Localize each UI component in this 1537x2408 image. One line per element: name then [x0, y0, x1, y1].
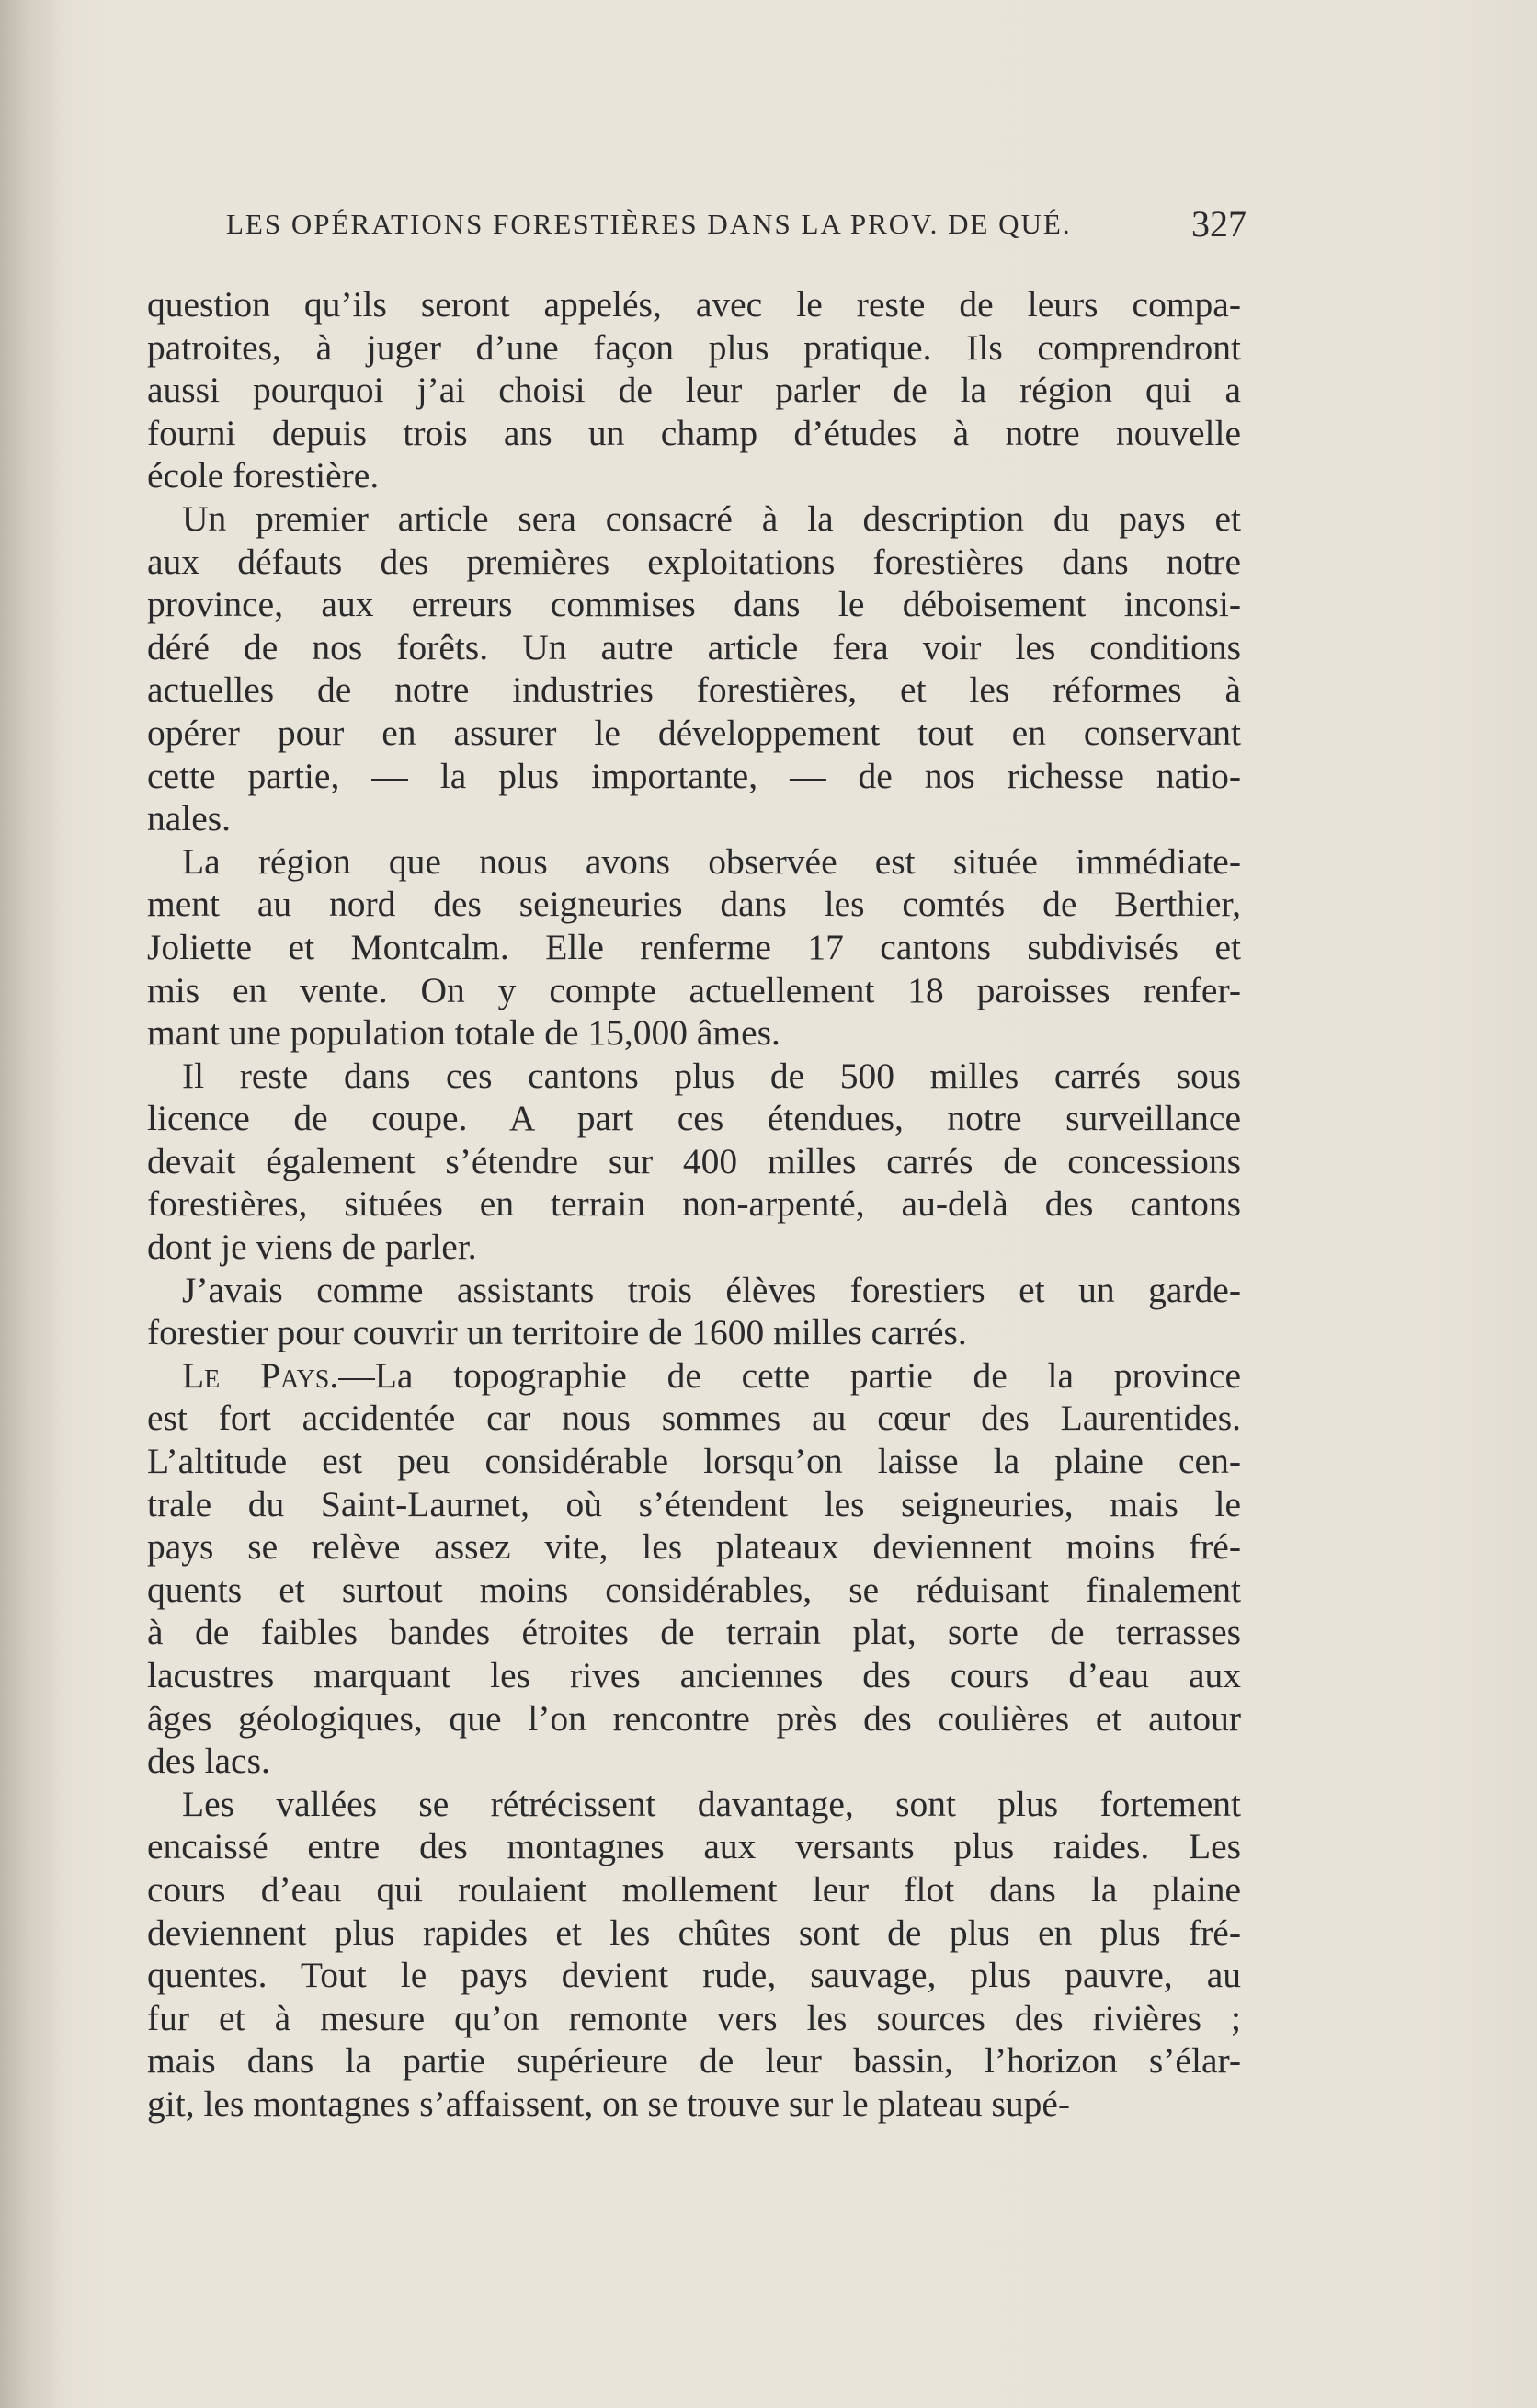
paragraph: [147, 1269, 1241, 1354]
text-line: nales.: [147, 798, 232, 839]
text-line: question qu’ils seront appelés, avec le reste de leurs compa-: [147, 284, 1241, 325]
page-number: 327: [1191, 203, 1247, 245]
paragraph: [147, 1055, 1241, 1269]
text-line: pays se relève assez vite, les plateaux deviennent moins fré-: [147, 1526, 1241, 1568]
text-line: cette partie, — la plus importante, — de nos richesse natio-: [147, 755, 1241, 796]
text-line: git, les montagnes s’affaissent, on se trouve sur le plateau supé-: [147, 2083, 1071, 2124]
text-line: quents et surtout moins considérables, se réduisant finalement: [147, 1569, 1241, 1610]
section-lead: Le Pays.: [182, 1354, 339, 1396]
text-line: province, aux erreurs commises dans le déboisement inconsi-: [147, 584, 1241, 625]
body-text: [147, 283, 1241, 2126]
paragraph: [147, 497, 1241, 840]
paragraph: [147, 1783, 1241, 2126]
running-head: [226, 203, 1247, 245]
text-line: opérer pour en assurer le développement tout en conservant: [147, 712, 1241, 753]
text-line: mis en vente. On y compte actuellement 18 paroisses renfer-: [147, 969, 1241, 1010]
text-line: L’altitude est peu considérable lorsqu’on laisse la plaine cen-: [147, 1441, 1241, 1482]
text-line: Un premier article sera consacré à la description du pays et: [182, 497, 1241, 539]
text-line: déré de nos forêts. Un autre article fera voir les conditions: [147, 626, 1241, 668]
text-line: actuelles de notre industries forestières, et les réformes à: [147, 669, 1241, 711]
text-line: forestier pour couvrir un territoire de 1600 milles carrés.: [147, 1312, 967, 1353]
text-line: âges géologiques, que l’on rencontre près des coulières et autour: [147, 1697, 1241, 1739]
paragraph: [147, 283, 1241, 497]
text-line: Les vallées se rétrécissent davantage, sont plus fortement: [182, 1783, 1241, 1824]
text-line: trale du Saint-Laurnet, où s’étendent les seigneuries, mais le: [147, 1483, 1241, 1524]
text-line: mais dans la partie supérieure de leur bassin, l’horizon s’élar-: [147, 2040, 1241, 2082]
text-line: fourni depuis trois ans un champ d’études à notre nouvelle: [147, 412, 1241, 453]
text-line: aussi pourquoi j’ai choisi de leur parler de la région qui a: [147, 370, 1241, 411]
text-line: est fort accidentée car nous sommes au cœur des Laurentides.: [147, 1398, 1241, 1439]
text-line: des lacs.: [147, 1740, 270, 1782]
text-line: [147, 1354, 1241, 1398]
text-line: quentes. Tout le pays devient rude, sauvage, plus pauvre, au: [147, 1955, 1241, 1996]
text-line-rest: —La topographie de cette partie de la province: [338, 1354, 1241, 1396]
page-gutter-shadow: [0, 0, 64, 2408]
text-line: à de faibles bandes étroites de terrain plat, sorte de terrasses: [147, 1612, 1241, 1653]
text-line: deviennent plus rapides et les chûtes sont de plus en plus fré-: [147, 1912, 1241, 1953]
text-line: licence de coupe. A part ces étendues, notre surveillance: [147, 1098, 1241, 1139]
text-line: La région que nous avons observée est située immédiate-: [182, 840, 1241, 882]
text-line: lacustres marquant les rives anciennes des cours d’eau aux: [147, 1655, 1241, 1695]
text-line: dont je viens de parler.: [147, 1227, 477, 1268]
text-line: mant une population totale de 15,000 âmes.: [147, 1012, 780, 1054]
text-line: ment au nord des seigneuries dans les comtés de Berthier,: [147, 884, 1241, 925]
paragraph: [147, 1354, 1241, 1783]
text-line: encaissé entre des montagnes aux versants plus raides. Les: [147, 1826, 1241, 1867]
text-line: Joliette et Montcalm. Elle renferme 17 cantons subdivisés et: [147, 926, 1241, 967]
text-line: devait également s’étendre sur 400 milles carrés de concessions: [147, 1140, 1241, 1181]
text-line: cours d’eau qui roulaient mollement leur flot dans la plaine: [147, 1868, 1241, 1910]
text-line: patroites, à juger d’une façon plus pratique. Ils comprendront: [147, 326, 1241, 368]
text-line: J’avais comme assistants trois élèves forestiers et un garde-: [182, 1269, 1241, 1310]
text-line: forestières, situées en terrain non-arpenté, au-delà des cantons: [147, 1183, 1241, 1225]
text-line: aux défauts des premières exploitations forestières dans notre: [147, 541, 1241, 582]
paragraph: [147, 840, 1241, 1055]
running-head-title: LES OPÉRATIONS FORESTIÈRES DANS LA PROV. DE QUÉ.: [226, 208, 1072, 240]
text-line: Il reste dans ces cantons plus de 500 milles carrés sous: [182, 1055, 1241, 1096]
text-line: école forestière.: [147, 455, 380, 496]
text-line: fur et à mesure qu’on remonte vers les sources des rivières ;: [147, 1997, 1241, 2038]
